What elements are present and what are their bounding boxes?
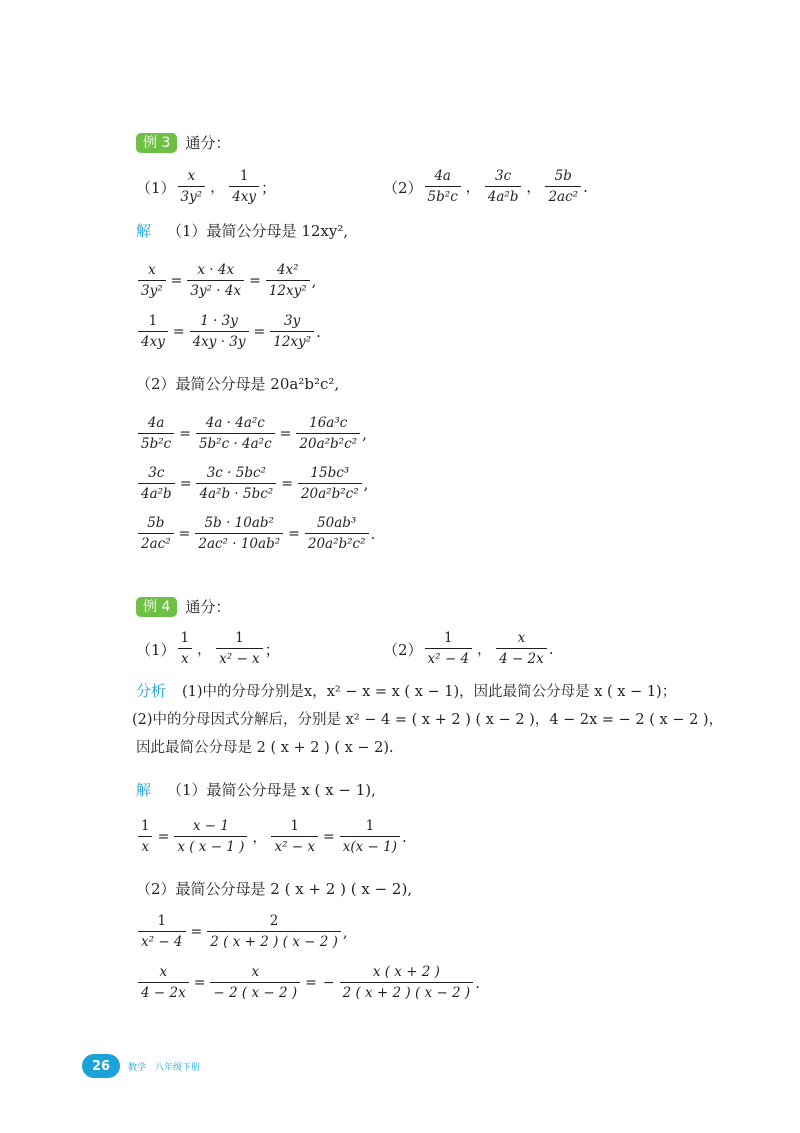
page-number: 26: [82, 1054, 120, 1078]
example3-heading: [136, 132, 230, 153]
solution4-eq3: [136, 964, 480, 1002]
math-text: =: [172, 324, 185, 340]
fraction: [138, 313, 168, 351]
page-footer: [82, 1054, 200, 1078]
example3-badge: 例 3: [136, 133, 177, 153]
math-text: ，: [526, 180, 541, 196]
math-text: 1: [235, 630, 244, 646]
math-text: 4a · 4a²c: [205, 415, 265, 431]
solution3-eq3: [136, 415, 367, 453]
math-text: 1: [290, 818, 300, 834]
footer-text: 数学 八年级下册: [128, 1062, 201, 1073]
math-text: 4a²b · 5bc²: [196, 483, 276, 503]
solution4-intro2: [136, 878, 412, 899]
math-text: ，: [465, 180, 480, 196]
math-text: ，: [252, 830, 267, 846]
math-text: =: [190, 924, 203, 940]
math-text: 4a²b: [485, 186, 522, 206]
math-text: .: [401, 828, 407, 846]
math-text: x − 1: [192, 818, 229, 834]
math-text: 20a²b²c²: [298, 483, 362, 503]
solution3-eq5: [136, 515, 375, 553]
fraction: [296, 415, 360, 453]
fraction: [298, 465, 362, 503]
fraction: [138, 465, 175, 503]
math-text: ,: [362, 425, 367, 443]
math-text: 5b²c · 4a²c: [196, 433, 275, 453]
math-text: ,: [311, 272, 317, 290]
math-text: 3y² · 4x: [187, 280, 244, 300]
math-text: 1: [444, 630, 453, 646]
math-text: =: [305, 975, 317, 991]
math-text: 12xy²: [270, 331, 314, 351]
math-text: 16a³c: [309, 415, 348, 431]
example4-title: 通分：: [185, 598, 231, 616]
fraction: [178, 630, 193, 668]
solution4-intro1: [136, 779, 376, 800]
math-text: 2 ( x + 2 ) ( x − 2 ): [207, 931, 341, 951]
math-text: 1: [180, 630, 190, 646]
math-text: 5b²c: [425, 186, 461, 206]
math-text: 4xy: [229, 186, 259, 206]
example3-part1-num: （1）: [136, 178, 176, 197]
math-text: 3c: [148, 465, 165, 481]
math-text: ，: [477, 642, 492, 658]
math-text: 1: [157, 913, 167, 929]
fraction: [138, 262, 166, 300]
solution-label: 解: [136, 781, 152, 799]
math-text: ,: [363, 475, 369, 493]
fraction: [266, 262, 310, 300]
math-text: 1: [239, 168, 249, 184]
solution3-eq4: [136, 465, 368, 503]
example4-heading: [136, 596, 230, 617]
math-text: 50ab³: [317, 515, 357, 531]
math-text: 4xy · 3y: [190, 331, 249, 351]
example3-part2-end: .: [583, 178, 588, 196]
fraction: [196, 465, 276, 503]
fraction: [138, 515, 174, 553]
math-text: 3c · 5bc²: [206, 465, 266, 481]
fraction: [496, 630, 547, 668]
fraction: [138, 964, 189, 1002]
fraction: [485, 168, 522, 206]
math-text: 1: [148, 313, 158, 329]
math-text: 4 − 2x: [138, 982, 189, 1002]
math-text: −: [322, 975, 335, 991]
fraction: [138, 415, 174, 453]
fraction: [545, 168, 581, 206]
math-text: =: [178, 526, 191, 542]
fraction: [207, 913, 341, 951]
fraction: [425, 630, 473, 668]
math-text: （2）: [383, 640, 423, 659]
example4-part1: [136, 630, 280, 668]
math-text: =: [323, 829, 335, 845]
solution3-eq1: [136, 262, 316, 300]
fraction: [178, 168, 206, 206]
math-text: x² − 4: [425, 648, 473, 668]
solution3-eq2: [136, 313, 321, 351]
fraction: [425, 168, 461, 206]
example4-badge: 例 4: [136, 597, 177, 617]
solution3-intro1: [136, 220, 348, 241]
math-text: =: [193, 975, 206, 991]
math-text: x² − x: [216, 648, 263, 668]
math-text: .: [316, 323, 321, 341]
fraction: [174, 818, 247, 856]
example3-part1-end: ；: [261, 178, 277, 197]
solution3-intro2: [136, 373, 339, 394]
math-text: 3y: [284, 313, 301, 329]
math-text: （1）最简公分母是 x ( x − 1),: [167, 781, 376, 799]
math-text: .: [548, 640, 554, 658]
math-text: 15bc³: [310, 465, 350, 481]
math-text: =: [179, 426, 191, 442]
fraction: [340, 964, 474, 1002]
example3-part1: [136, 168, 276, 206]
math-text: 20a²b²c²: [305, 533, 369, 553]
math-text: 2ac² · 10ab²: [195, 533, 283, 553]
math-text: =: [170, 273, 183, 289]
math-text: 20a²b²c²: [296, 433, 360, 453]
fraction: [305, 515, 369, 553]
solution4-eq1: [136, 818, 407, 856]
math-text: 4xy: [138, 331, 168, 351]
math-text: 因此最简公分母是 2 ( x + 2 ) ( x − 2).: [136, 740, 394, 756]
math-text: 4 − 2x: [496, 648, 547, 668]
example3-part2-num: （2）: [383, 178, 423, 197]
math-text: (2)中的分母因式分解后，分别是 x² − 4 = ( x + 2 ) ( x − 2 )，4 − 2x = − 2 ( x − 2 )，: [132, 712, 724, 728]
math-text: x: [178, 648, 192, 668]
math-text: =: [253, 324, 266, 340]
math-text: 4a²b: [138, 483, 175, 503]
math-text: 4a: [434, 168, 451, 184]
math-text: − 2 ( x − 2 ): [210, 982, 300, 1002]
math-text: 2: [269, 913, 279, 929]
fraction: [187, 262, 244, 300]
math-text: x² − 4: [138, 931, 186, 951]
math-text: ；: [264, 640, 280, 659]
analysis-paragraph: [132, 677, 724, 762]
fraction: [190, 313, 249, 351]
math-text: 2ac²: [138, 533, 174, 553]
math-text: ，: [210, 180, 225, 196]
math-text: 5b: [554, 168, 572, 184]
math-text: 12xy²: [266, 280, 310, 300]
fraction: [196, 415, 275, 453]
math-text: ，: [197, 642, 212, 658]
math-text: x: [148, 262, 156, 278]
math-text: x: [159, 964, 168, 980]
math-text: 2 ( x + 2 ) ( x − 2 ): [340, 982, 474, 1002]
fraction: [340, 818, 400, 856]
math-text: =: [281, 476, 293, 492]
math-text: =: [157, 829, 170, 845]
fraction: [216, 630, 263, 668]
math-text: 1: [141, 818, 150, 834]
example3-part2: [383, 168, 588, 206]
math-text: 1: [365, 818, 375, 834]
math-text: =: [179, 476, 192, 492]
solution-label: 解: [136, 222, 152, 240]
math-text: x(x − 1): [340, 836, 400, 856]
math-text: （1）: [136, 640, 176, 659]
math-text: 5b: [147, 515, 165, 531]
fraction: [229, 168, 259, 206]
math-text: 1 · 3y: [200, 313, 238, 329]
math-text: x² − x: [271, 836, 318, 856]
math-text: 3y²: [138, 280, 166, 300]
fraction: [138, 818, 153, 856]
math-text: ,: [342, 923, 348, 941]
example3-title: 通分：: [185, 134, 231, 152]
math-text: 4a: [147, 415, 165, 431]
math-text: 3c: [495, 168, 512, 184]
math-text: （2）最简公分母是 2 ( x + 2 ) ( x − 2),: [136, 880, 413, 898]
math-text: =: [288, 526, 300, 542]
math-text: =: [249, 273, 261, 289]
fraction: [195, 515, 283, 553]
solution3-p1-intro: （1）最简公分母是 12xy²,: [167, 222, 349, 240]
math-text: =: [279, 426, 292, 442]
math-text: x ( x − 1 ): [174, 836, 247, 856]
math-text: x: [517, 630, 526, 646]
math-text: x: [187, 168, 196, 184]
math-text: x: [138, 836, 152, 856]
math-text: x: [251, 964, 260, 980]
math-text: 5b · 10ab²: [204, 515, 274, 531]
fraction: [271, 818, 318, 856]
math-text: .: [370, 525, 376, 543]
math-text: (1)中的分母分别是x，x² − x = x ( x − 1)，因此最简公分母是 x ( x − 1)；: [182, 684, 677, 700]
example4-part2: [383, 630, 554, 668]
solution3-p2-intro: （2）最简公分母是 20a²b²c²,: [136, 375, 340, 393]
math-text: x ( x + 2 ): [372, 964, 440, 980]
analysis-label: 分析: [136, 682, 167, 700]
fraction: [138, 913, 186, 951]
fraction: [270, 313, 314, 351]
math-text: x · 4x: [197, 262, 235, 278]
fraction: [210, 964, 300, 1002]
math-text: 2ac²: [545, 186, 581, 206]
math-text: 4x²: [276, 262, 299, 278]
math-text: 3y²: [178, 186, 206, 206]
math-text: .: [475, 974, 480, 992]
math-text: 5b²c: [138, 433, 174, 453]
solution4-eq2: [136, 913, 348, 951]
